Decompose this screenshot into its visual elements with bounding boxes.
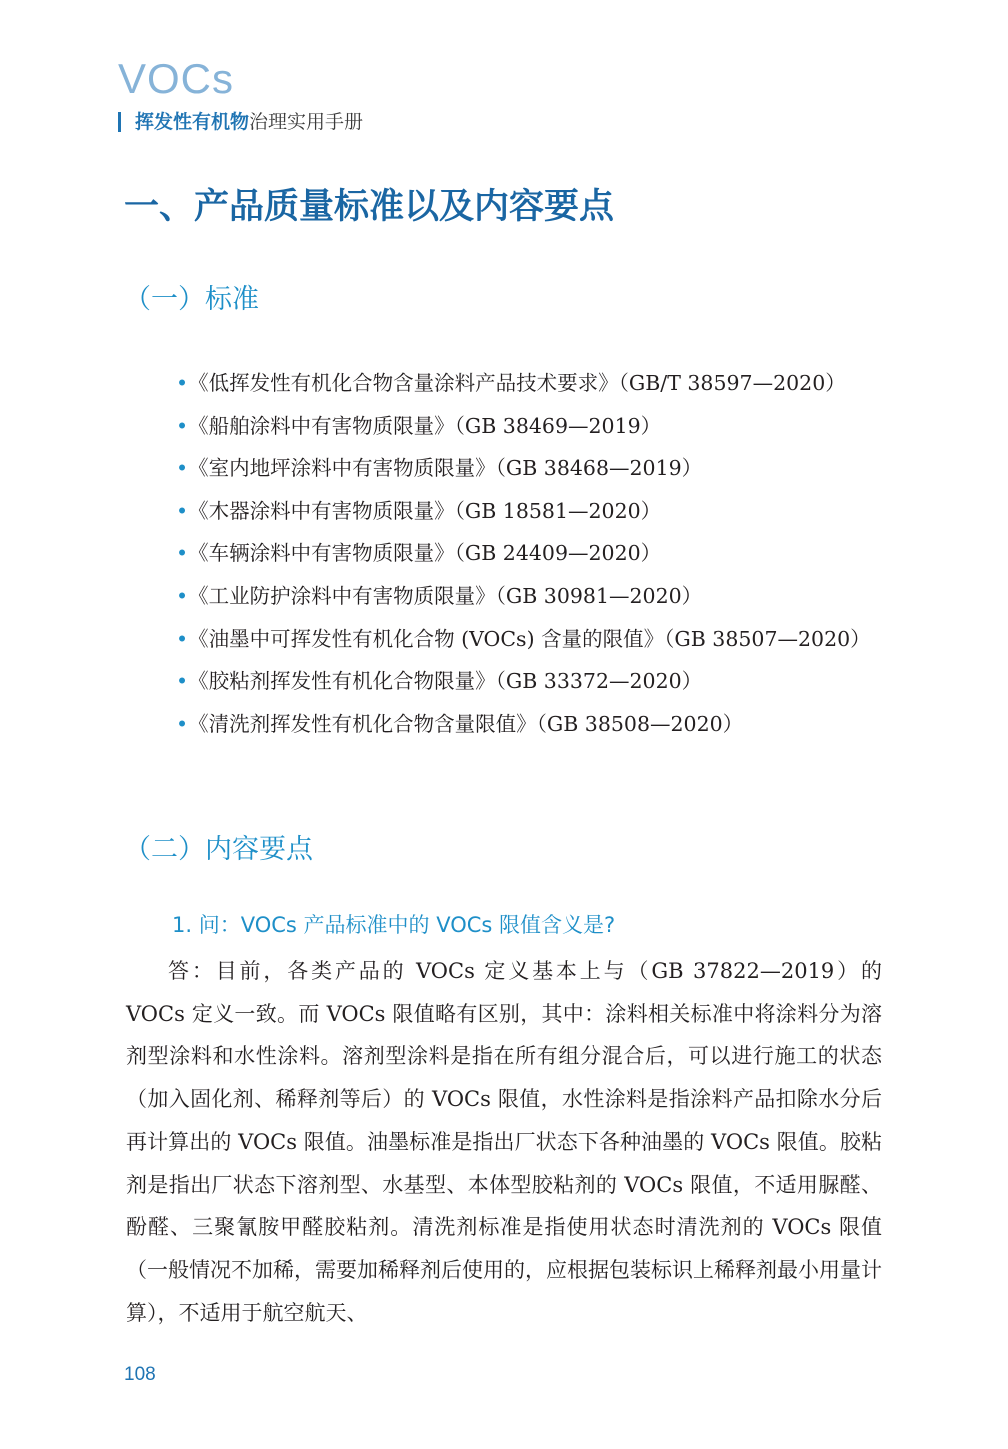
- standard-text: 《胶粘剂挥发性有机化合物限量》（GB 33372—2020）: [188, 669, 703, 694]
- standard-text: 《工业防护涂料中有害物质限量》（GB 30981—2020）: [188, 583, 703, 608]
- header-subtitle-blue: 挥发性有机物: [135, 110, 250, 133]
- bullet-icon: •: [176, 626, 189, 651]
- bullet-icon: •: [176, 498, 189, 523]
- standard-text: 《清洗剂挥发性有机化合物含量限值》（GB 38508—2020）: [188, 711, 744, 736]
- standards-list: [126, 362, 886, 745]
- header-subtitle-dark: 治理实用手册: [249, 110, 364, 133]
- list-item: [126, 362, 886, 405]
- answer-paragraph: 答：目前，各类产品的 VOCs 定义基本上与（GB 37822—2019）的 VOCs 定义一致。而 VOCs 限值略有区别，其中：涂料相关标准中将涂料分为溶剂型涂料和水性涂料。溶剂型涂料是指在所有组分混合后，可以进行施工的状态（加入固化剂、稀释剂等后）的 VOCs 限值，水性涂料是指涂料产品扣除水分后再计算出的 VOCs 限值。油墨标准是指出厂状态下各种油墨的 VOCs 限值。胶粘剂是指出厂状态下溶剂型、水基型、本体型胶粘剂的 VOCs 限值，不适用脲醛、酚醛、三聚氰胺甲醛胶粘剂。清洗剂标准是指使用状态时清洗剂的 VOCs 限值（一般情况不加稀，需要加稀释剂后使用的，应根据包装标识上稀释剂最小用量计算），不适用于航空航天、: [126, 959, 882, 1325]
- list-item: [126, 703, 886, 746]
- list-item: [126, 405, 886, 448]
- list-item: [126, 618, 886, 661]
- section-title-key-points: （二）内容要点: [124, 834, 313, 865]
- bullet-icon: •: [176, 456, 189, 481]
- list-item: [126, 532, 886, 575]
- section-title-standards: （一）标准: [124, 284, 259, 315]
- chapter-title: 一、产品质量标准以及内容要点: [124, 186, 615, 227]
- standard-text: 《油墨中可挥发性有机化合物 (VOCs) 含量的限值》（GB 38507—2020）: [188, 626, 871, 651]
- list-item: [126, 447, 886, 490]
- bullet-icon: •: [176, 583, 189, 608]
- list-item: [126, 490, 886, 533]
- standard-text: 《车辆涂料中有害物质限量》（GB 24409—2020）: [188, 541, 662, 566]
- header-brand: VOCs: [118, 55, 235, 102]
- question-heading: 1. 问：VOCs 产品标准中的 VOCs 限值含义是?: [172, 913, 616, 937]
- list-item: [126, 575, 886, 618]
- list-item: [126, 660, 886, 703]
- header-subtitle: [118, 112, 363, 132]
- standard-text: 《船舶涂料中有害物质限量》（GB 38469—2019）: [188, 413, 662, 438]
- standard-text: 《木器涂料中有害物质限量》（GB 18581—2020）: [188, 498, 662, 523]
- bullet-icon: •: [176, 413, 189, 438]
- bullet-icon: •: [176, 541, 189, 566]
- page-number: 108: [124, 1364, 156, 1385]
- standard-text: 《低挥发性有机化合物含量涂料产品技术要求》（GB/T 38597—2020）: [188, 371, 846, 395]
- bullet-icon: •: [176, 711, 189, 736]
- standard-text: 《室内地坪涂料中有害物质限量》（GB 38468—2019）: [188, 456, 703, 481]
- header-divider: [118, 112, 121, 132]
- bullet-icon: •: [176, 371, 189, 395]
- bullet-icon: •: [176, 669, 189, 694]
